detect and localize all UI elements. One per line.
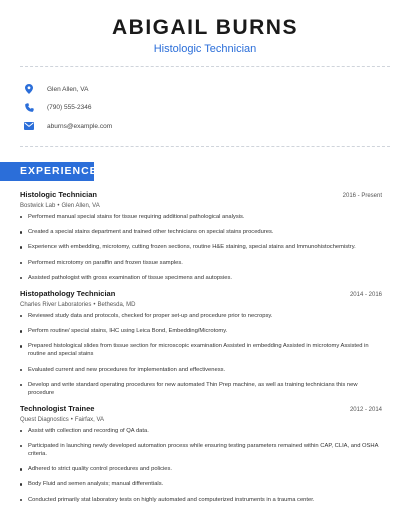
job-location: Bethesda, MD <box>97 301 136 308</box>
contact-email-text: aburns@example.com <box>47 122 113 130</box>
job-company: Quest Diagnostics <box>20 416 69 423</box>
resume-header <box>0 0 410 56</box>
job-location: Glen Allen, VA <box>61 203 100 209</box>
bullet-item: Performed manual special stains for tissue requiring additional pathological analysis. <box>20 213 382 221</box>
bullet-item: Created a special stains department and trained other technicians on special stains procedures. <box>20 228 382 236</box>
candidate-name: ABIGAIL BURNS <box>112 16 298 39</box>
bullet-item: Evaluated current and new procedures for implementation and effectiveness. <box>20 366 382 374</box>
bullet-item: Assisted pathologist with gross examination of tissue specimens and autopsies. <box>20 274 382 282</box>
job-bullets <box>20 213 382 282</box>
bullet-item: Reviewed study data and protocols, checked for proper set-up and procedure prior to necropsy. <box>20 312 382 320</box>
contact-location <box>20 80 390 98</box>
bullet-item: Performed microtomy on paraffin and frozen tissue samples. <box>20 259 382 267</box>
job-title: Histopathology Technician <box>20 288 116 298</box>
bullet-item: Perform routine/ special stains, IHC using Leica Bond, Embedding/Microtomy. <box>20 327 382 335</box>
bullet-item: Develop and write standard operating procedures for new automated Thin Prep machine, as well as training technicians this new procedure <box>20 381 382 397</box>
job-title: Technologist Trainee <box>20 403 95 413</box>
job-company: Bostwick Lab <box>20 203 56 209</box>
contact-divider <box>20 146 390 147</box>
bullet-item: Prepared histological slides from tissue section for microscopic examination Assisted in embedding Assisted in microtomy Assisted in routine and special stains <box>20 342 382 358</box>
candidate-title: Histologic Technician <box>153 43 257 55</box>
job-entry <box>20 190 382 282</box>
job-dates: 2016 - Present <box>342 193 382 199</box>
job-location: Fairfax, VA <box>74 416 105 423</box>
experience-heading: EXPERIENCE <box>20 165 98 177</box>
job-meta: Quest Diagnostics • Fairfax, VA <box>20 416 105 423</box>
job-dates: 2014 - 2016 <box>349 291 382 298</box>
contact-location-text: Glen Allen, VA <box>47 85 89 93</box>
bullet-item: Assist with collection and recording of QA data. <box>20 427 382 435</box>
bullet-item: Body Fluid and semen analysis; manual differentials. <box>20 480 382 488</box>
job-meta: Bostwick Lab • Glen Allen, VA <box>20 203 100 209</box>
job-dates: 2012 - 2014 <box>349 406 382 413</box>
bullet-item: Adhered to strict quality control procedures and policies. <box>20 465 382 473</box>
job-meta: Charles River Laboratories • Bethesda, MD <box>20 301 136 308</box>
job-title: Histologic Technician <box>20 190 97 199</box>
phone-icon <box>23 102 35 114</box>
location-pin-icon <box>23 83 35 95</box>
contact-email <box>20 117 390 135</box>
job-bullets <box>20 312 382 397</box>
contact-phone <box>20 99 390 117</box>
bullet-item: Conducted primarily stat laboratory tests on highly automated and computerized instruments in a trauma center. <box>20 496 382 504</box>
contact-phone-text: (790) 555-2346 <box>47 104 92 111</box>
experience-list <box>20 190 382 511</box>
job-bullets <box>20 427 382 504</box>
email-icon <box>23 120 35 132</box>
contact-list <box>20 80 390 136</box>
bullet-item: Participated in launching newly developed automation process while ensuring testing parameters remained within CAP, CLIA, and OSHA criteria. <box>20 442 382 458</box>
job-company: Charles River Laboratories <box>20 301 92 308</box>
header-divider <box>20 66 390 67</box>
job-entry <box>20 404 382 504</box>
job-entry <box>20 289 382 397</box>
bullet-item: Experience with embedding, microtomy, cutting frozen sections, routine H&E staining, special stains and Immunohistochemistry. <box>20 243 382 251</box>
